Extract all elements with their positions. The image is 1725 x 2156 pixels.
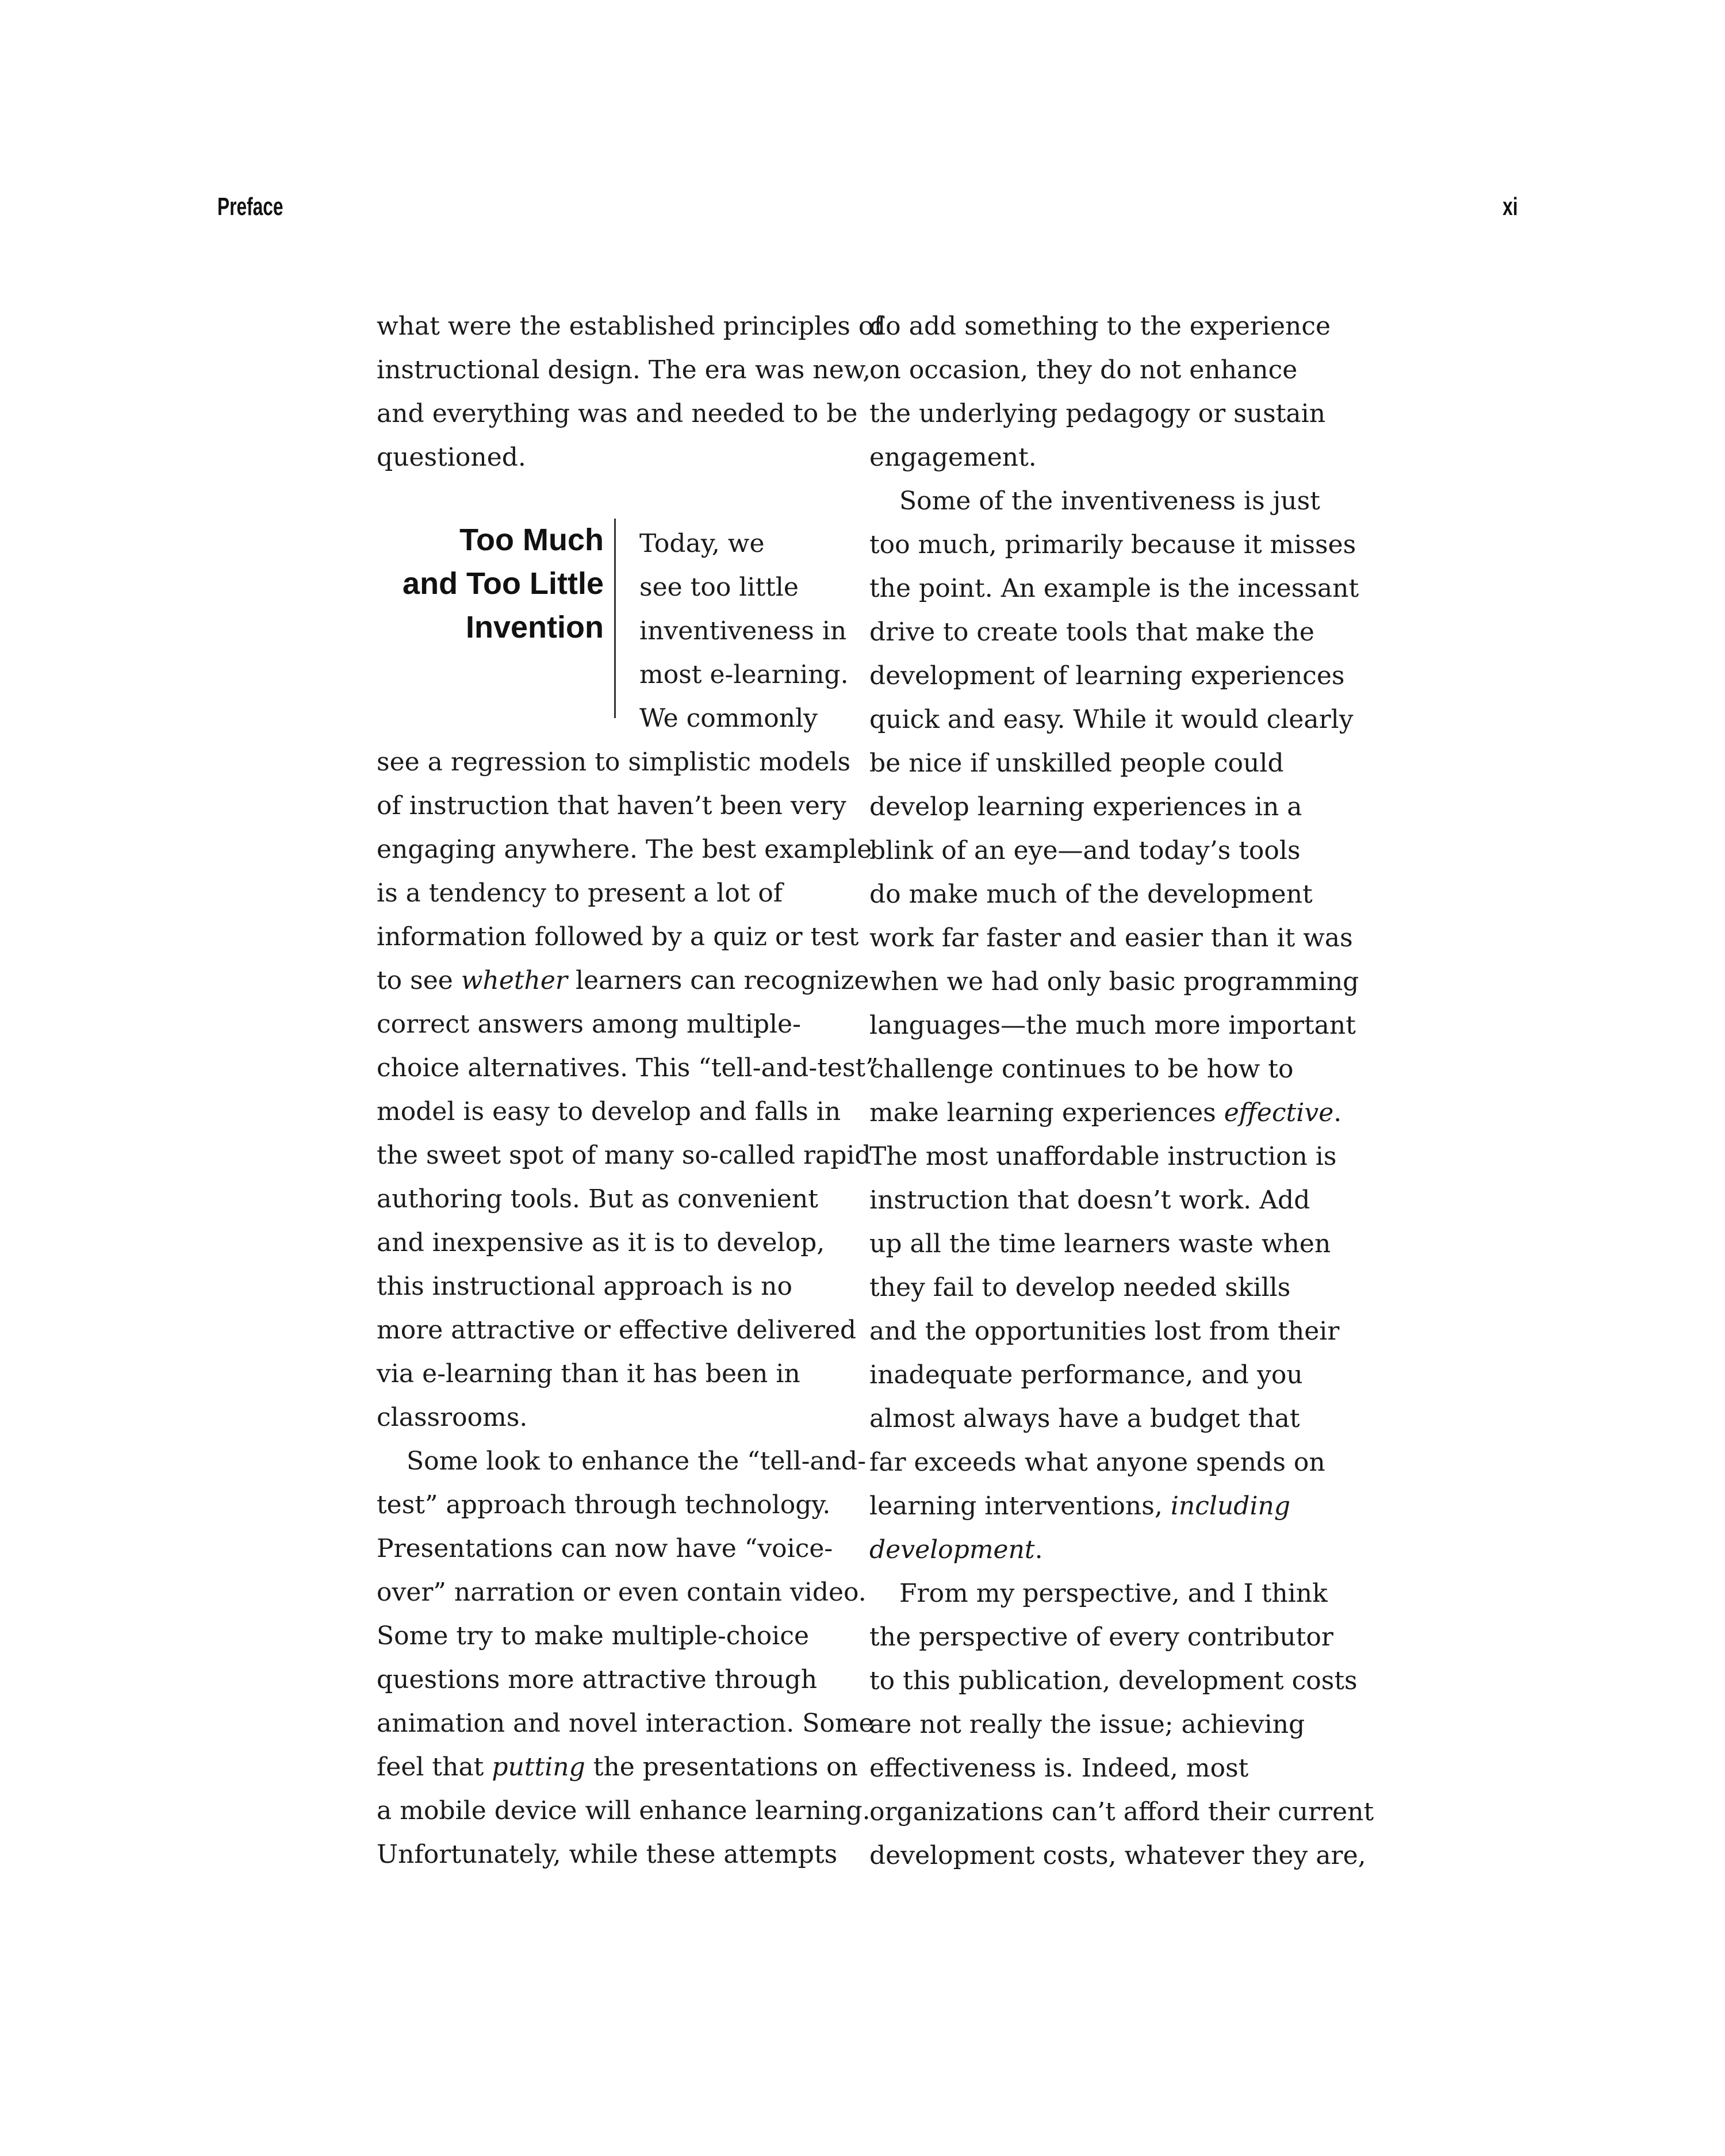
text-line: Some try to make multiple-choice (377, 1621, 809, 1651)
text-line: up all the time learners waste when (869, 1229, 1331, 1259)
text-line (377, 968, 869, 993)
text-line: authoring tools. But as convenient (377, 1184, 818, 1214)
text-line: inadequate performance, and you (869, 1360, 1303, 1390)
text-run: feel that (377, 1752, 492, 1782)
text-line: effectiveness is. Indeed, most (869, 1754, 1249, 1783)
text-line: engagement. (869, 443, 1037, 472)
running-head-section: Preface (217, 193, 283, 221)
text-line: questioned. (377, 443, 526, 472)
text-run: the presentations on (585, 1752, 858, 1782)
text-line: From my perspective, and I think (899, 1579, 1328, 1608)
text-line: most e-learning. (639, 660, 849, 689)
text-line: animation and novel interaction. Some (377, 1709, 874, 1738)
text-line: Some look to enhance the “tell-and- (407, 1447, 867, 1476)
text-line: test” approach through technology. (377, 1490, 831, 1520)
page-number: xi (1502, 193, 1518, 221)
text-line: model is easy to develop and falls in (377, 1097, 841, 1126)
text-line: questions more attractive through (377, 1665, 818, 1694)
text-line: drive to create tools that make the (869, 617, 1314, 647)
text-line: blink of an eye—and today’s tools (869, 836, 1301, 865)
text-line: a mobile device will enhance learning. (377, 1796, 871, 1825)
text-line: correct answers among multiple- (377, 1010, 801, 1039)
sidebar-heading-rule (614, 519, 616, 718)
text-line: is a tendency to present a lot of (377, 878, 783, 908)
text-line (869, 1537, 1043, 1563)
text-line: Unfortunately, while these attempts (377, 1840, 838, 1869)
text-line: organizations can’t afford their current (869, 1797, 1374, 1827)
text-line: the point. An example is the incessant (869, 574, 1359, 603)
text-line: engaging anywhere. The best example (377, 835, 872, 864)
emphasis-text: whether (461, 966, 568, 995)
text-line: the perspective of every contributor (869, 1622, 1333, 1652)
text-line (869, 1491, 1291, 1521)
text-run: learners can recognize (567, 966, 869, 995)
text-line: development of learning experiences (869, 661, 1345, 690)
sidebar-heading-line: and Too Little (402, 566, 604, 601)
text-line (869, 1100, 1341, 1126)
text-line: far exceeds what anyone spends on (869, 1448, 1325, 1477)
text-line: of instruction that haven’t been very (377, 791, 846, 820)
text-line: the underlying pedagogy or sustain (869, 399, 1326, 428)
text-line: quick and easy. While it would clearly (869, 705, 1354, 734)
text-line: and inexpensive as it is to develop, (377, 1228, 825, 1257)
text-line: do add something to the experience (869, 312, 1331, 341)
text-line: to this publication, development costs (869, 1666, 1358, 1695)
text-line: they fail to develop needed skills (869, 1273, 1291, 1302)
text-line: instruction that doesn’t work. Add (869, 1186, 1310, 1215)
text-run: to see (377, 966, 461, 995)
emphasis-text: putting (492, 1752, 585, 1782)
text-run: learning interventions, (869, 1491, 1171, 1521)
text-line: work far faster and easier than it was (869, 923, 1353, 953)
text-line: almost always have a budget that (869, 1404, 1300, 1433)
text-line: We commonly (639, 704, 818, 733)
text-line: and everything was and needed to be (377, 399, 858, 428)
text-line: classrooms. (377, 1403, 528, 1432)
text-line: too much, primarily because it misses (869, 530, 1356, 559)
text-line: over” narration or even contain video. (377, 1578, 867, 1607)
text-run: . (1333, 1098, 1342, 1127)
text-line: information followed by a quiz or test (377, 922, 859, 952)
text-line: choice alternatives. This “tell-and-test” (377, 1053, 879, 1083)
text-line: see too little (639, 573, 799, 602)
text-line: and the opportunities lost from their (869, 1317, 1340, 1346)
sidebar-heading-line: Too Much (459, 523, 604, 557)
text-line: Presentations can now have “voice- (377, 1534, 833, 1563)
text-run: . (1034, 1535, 1043, 1564)
text-line: The most unaffordable instruction is (869, 1142, 1337, 1171)
text-line: more attractive or effective delivered (377, 1315, 857, 1345)
text-line: inventiveness in (639, 616, 847, 646)
text-line: Today, we (639, 529, 765, 558)
text-line: Some of the inventiveness is just (899, 486, 1320, 516)
text-line: on occasion, they do not enhance (869, 355, 1298, 385)
text-run: make learning experiences (869, 1098, 1224, 1127)
text-line: are not really the issue; achieving (869, 1710, 1305, 1739)
text-line: instructional design. The era was new, (377, 355, 871, 385)
emphasis-text: including (1170, 1491, 1291, 1521)
text-line: via e-learning than it has been in (377, 1359, 800, 1388)
text-line: development costs, whatever they are, (869, 1841, 1366, 1870)
text-line: be nice if unskilled people could (869, 749, 1284, 778)
text-line: languages—the much more important (869, 1011, 1356, 1040)
sidebar-heading-line: Invention (466, 610, 604, 645)
text-line: do make much of the development (869, 880, 1313, 909)
text-line: when we had only basic programming (869, 967, 1359, 996)
text-line: what were the established principles of (377, 312, 883, 341)
emphasis-text: development (869, 1535, 1035, 1564)
emphasis-text: effective (1224, 1098, 1334, 1127)
text-line: challenge continues to be how to (869, 1054, 1294, 1084)
text-line: see a regression to simplistic models (377, 747, 851, 777)
text-line: this instructional approach is no (377, 1272, 792, 1301)
text-line: the sweet spot of many so-called rapid (377, 1141, 871, 1170)
text-line (377, 1752, 858, 1782)
text-line: develop learning experiences in a (869, 792, 1302, 822)
